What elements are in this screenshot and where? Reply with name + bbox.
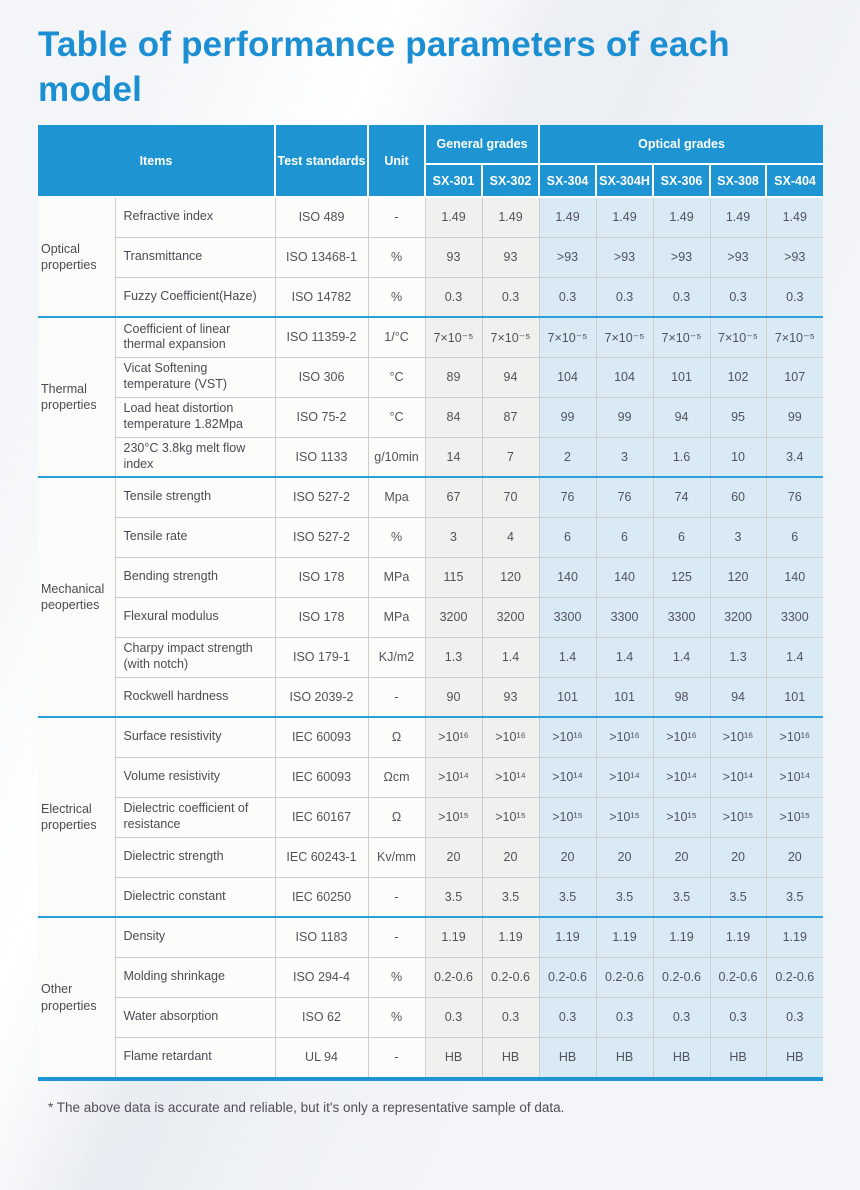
section-label: Electrical properties	[38, 717, 115, 917]
value-cell: >10¹⁵	[596, 797, 653, 837]
value-cell: 7×10⁻⁵	[539, 317, 596, 357]
value-cell: >10¹⁶	[766, 717, 823, 757]
value-cell: 98	[653, 677, 710, 717]
value-cell: 0.3	[596, 997, 653, 1037]
standard-cell: ISO 306	[275, 357, 368, 397]
value-cell: 20	[596, 837, 653, 877]
standard-cell: IEC 60093	[275, 717, 368, 757]
value-cell: 74	[653, 477, 710, 517]
item-cell: Refractive index	[115, 197, 275, 237]
value-cell: 6	[539, 517, 596, 557]
value-cell: 10	[710, 437, 766, 477]
standard-cell: ISO 527-2	[275, 477, 368, 517]
value-cell: 120	[710, 557, 766, 597]
value-cell: 1.4	[539, 637, 596, 677]
table-body	[38, 197, 823, 1077]
standard-cell: IEC 60243-1	[275, 837, 368, 877]
standard-cell: ISO 178	[275, 597, 368, 637]
standard-cell: IEC 60250	[275, 877, 368, 917]
table-row	[38, 837, 823, 877]
unit-cell: -	[368, 917, 425, 957]
item-cell: Molding shrinkage	[115, 957, 275, 997]
value-cell: 0.3	[482, 277, 539, 317]
value-cell: 3	[425, 517, 482, 557]
standard-cell: ISO 178	[275, 557, 368, 597]
unit-cell: %	[368, 237, 425, 277]
header-general-grades: General grades	[425, 125, 539, 164]
value-cell: >10¹⁴	[710, 757, 766, 797]
value-cell: >10¹⁶	[710, 717, 766, 757]
value-cell: 0.2-0.6	[710, 957, 766, 997]
value-cell: >93	[710, 237, 766, 277]
item-cell: Surface resistivity	[115, 717, 275, 757]
value-cell: >10¹⁴	[425, 757, 482, 797]
value-cell: 7×10⁻⁵	[710, 317, 766, 357]
unit-cell: -	[368, 677, 425, 717]
performance-table	[38, 125, 823, 1077]
value-cell: 20	[766, 837, 823, 877]
value-cell: 94	[653, 397, 710, 437]
value-cell: 1.49	[596, 197, 653, 237]
performance-table-container	[38, 125, 823, 1081]
value-cell: HB	[596, 1037, 653, 1077]
value-cell: 3	[596, 437, 653, 477]
section-label: Mechanical peoperties	[38, 477, 115, 717]
item-cell: 230°C 3.8kg melt flow index	[115, 437, 275, 477]
value-cell: >10¹⁴	[482, 757, 539, 797]
value-cell: 1.3	[710, 637, 766, 677]
table-row	[38, 477, 823, 517]
value-cell: 60	[710, 477, 766, 517]
value-cell: 1.49	[539, 197, 596, 237]
header-unit: Unit	[368, 125, 425, 197]
value-cell: 101	[596, 677, 653, 717]
value-cell: 3200	[482, 597, 539, 637]
table-row	[38, 717, 823, 757]
value-cell: >10¹⁴	[596, 757, 653, 797]
model-header-sx-302: SX-302	[482, 164, 539, 197]
item-cell: Volume resistivity	[115, 757, 275, 797]
table-header	[38, 125, 823, 197]
unit-cell: %	[368, 277, 425, 317]
value-cell: 76	[596, 477, 653, 517]
table-row	[38, 957, 823, 997]
value-cell: 90	[425, 677, 482, 717]
item-cell: Load heat distortion temperature 1.82Mpa	[115, 397, 275, 437]
item-cell: Dielectric strength	[115, 837, 275, 877]
value-cell: 20	[425, 837, 482, 877]
value-cell: 76	[539, 477, 596, 517]
section-label: Optical properties	[38, 197, 115, 317]
standard-cell: ISO 11359-2	[275, 317, 368, 357]
value-cell: >10¹⁵	[653, 797, 710, 837]
value-cell: 0.2-0.6	[482, 957, 539, 997]
value-cell: 1.19	[710, 917, 766, 957]
value-cell: >10¹⁴	[653, 757, 710, 797]
item-cell: Tensile strength	[115, 477, 275, 517]
value-cell: 0.2-0.6	[596, 957, 653, 997]
value-cell: 99	[596, 397, 653, 437]
model-header-sx-301: SX-301	[425, 164, 482, 197]
model-header-sx-308: SX-308	[710, 164, 766, 197]
table-row	[38, 917, 823, 957]
value-cell: 20	[539, 837, 596, 877]
value-cell: 0.3	[482, 997, 539, 1037]
value-cell: 7×10⁻⁵	[425, 317, 482, 357]
value-cell: HB	[539, 1037, 596, 1077]
value-cell: >93	[539, 237, 596, 277]
value-cell: >93	[766, 237, 823, 277]
value-cell: 89	[425, 357, 482, 397]
value-cell: 3300	[539, 597, 596, 637]
value-cell: 115	[425, 557, 482, 597]
value-cell: 3	[710, 517, 766, 557]
table-row	[38, 397, 823, 437]
value-cell: 99	[539, 397, 596, 437]
section-label: Thermal properties	[38, 317, 115, 477]
value-cell: >10¹⁵	[539, 797, 596, 837]
value-cell: 1.49	[653, 197, 710, 237]
value-cell: 93	[425, 237, 482, 277]
value-cell: 3.5	[710, 877, 766, 917]
page-title: Table of performance parameters of each model	[38, 25, 730, 109]
value-cell: 1.6	[653, 437, 710, 477]
value-cell: HB	[482, 1037, 539, 1077]
value-cell: 6	[766, 517, 823, 557]
value-cell: >10¹⁵	[482, 797, 539, 837]
header-items: Items	[38, 125, 275, 197]
value-cell: HB	[766, 1037, 823, 1077]
value-cell: >93	[596, 237, 653, 277]
value-cell: >10¹⁴	[539, 757, 596, 797]
unit-cell: -	[368, 1037, 425, 1077]
unit-cell: -	[368, 877, 425, 917]
unit-cell: g/10min	[368, 437, 425, 477]
table-row	[38, 1037, 823, 1077]
value-cell: 1.49	[710, 197, 766, 237]
value-cell: 0.3	[766, 997, 823, 1037]
model-header-sx-304h: SX-304H	[596, 164, 653, 197]
value-cell: 93	[482, 237, 539, 277]
value-cell: 0.3	[425, 997, 482, 1037]
value-cell: 125	[653, 557, 710, 597]
item-cell: Water absorption	[115, 997, 275, 1037]
standard-cell: ISO 1183	[275, 917, 368, 957]
value-cell: 1.19	[653, 917, 710, 957]
value-cell: 1.19	[425, 917, 482, 957]
item-cell: Tensile rate	[115, 517, 275, 557]
item-cell: Coefficient of linear thermal expansion	[115, 317, 275, 357]
unit-cell: %	[368, 997, 425, 1037]
value-cell: 1.19	[766, 917, 823, 957]
value-cell: HB	[653, 1037, 710, 1077]
value-cell: 87	[482, 397, 539, 437]
value-cell: 0.3	[653, 997, 710, 1037]
value-cell: 107	[766, 357, 823, 397]
value-cell: >93	[653, 237, 710, 277]
table-row	[38, 237, 823, 277]
footnote: * The above data is accurate and reliable, but it's only a representative sample of data.	[48, 1100, 565, 1115]
value-cell: 1.4	[766, 637, 823, 677]
value-cell: >10¹⁴	[766, 757, 823, 797]
unit-cell: Ω	[368, 797, 425, 837]
table-row	[38, 437, 823, 477]
standard-cell: ISO 294-4	[275, 957, 368, 997]
value-cell: 7	[482, 437, 539, 477]
value-cell: 76	[766, 477, 823, 517]
standard-cell: ISO 75-2	[275, 397, 368, 437]
value-cell: 140	[596, 557, 653, 597]
value-cell: 3300	[596, 597, 653, 637]
standard-cell: ISO 179-1	[275, 637, 368, 677]
value-cell: 0.3	[539, 277, 596, 317]
table-row	[38, 757, 823, 797]
value-cell: 3.5	[766, 877, 823, 917]
value-cell: 1.3	[425, 637, 482, 677]
value-cell: 95	[710, 397, 766, 437]
value-cell: 7×10⁻⁵	[653, 317, 710, 357]
value-cell: 3.5	[482, 877, 539, 917]
value-cell: 102	[710, 357, 766, 397]
value-cell: >10¹⁵	[425, 797, 482, 837]
standard-cell: ISO 13468-1	[275, 237, 368, 277]
value-cell: >10¹⁶	[482, 717, 539, 757]
value-cell: 67	[425, 477, 482, 517]
unit-cell: MPa	[368, 597, 425, 637]
standard-cell: UL 94	[275, 1037, 368, 1077]
item-cell: Fuzzy Coefficient(Haze)	[115, 277, 275, 317]
item-cell: Transmittance	[115, 237, 275, 277]
table-row	[38, 597, 823, 637]
table-row	[38, 637, 823, 677]
value-cell: 0.3	[710, 277, 766, 317]
table-row	[38, 357, 823, 397]
value-cell: 3.5	[425, 877, 482, 917]
unit-cell: -	[368, 197, 425, 237]
standard-cell: ISO 14782	[275, 277, 368, 317]
value-cell: 3200	[425, 597, 482, 637]
item-cell: Charpy impact strength (with notch)	[115, 637, 275, 677]
value-cell: 7×10⁻⁵	[596, 317, 653, 357]
value-cell: >10¹⁶	[653, 717, 710, 757]
value-cell: >10¹⁵	[710, 797, 766, 837]
standard-cell: ISO 62	[275, 997, 368, 1037]
item-cell: Flame retardant	[115, 1037, 275, 1077]
value-cell: 101	[653, 357, 710, 397]
value-cell: 3200	[710, 597, 766, 637]
value-cell: 0.2-0.6	[653, 957, 710, 997]
model-header-sx-304: SX-304	[539, 164, 596, 197]
value-cell: 0.3	[539, 997, 596, 1037]
unit-cell: KJ/m2	[368, 637, 425, 677]
value-cell: 120	[482, 557, 539, 597]
value-cell: 3.5	[653, 877, 710, 917]
value-cell: 70	[482, 477, 539, 517]
value-cell: 6	[596, 517, 653, 557]
table-row	[38, 797, 823, 837]
item-cell: Density	[115, 917, 275, 957]
item-cell: Vicat Softening temperature (VST)	[115, 357, 275, 397]
standard-cell: IEC 60167	[275, 797, 368, 837]
standard-cell: ISO 489	[275, 197, 368, 237]
standard-cell: IEC 60093	[275, 757, 368, 797]
value-cell: 0.3	[653, 277, 710, 317]
value-cell: 0.3	[710, 997, 766, 1037]
header-optical-grades: Optical grades	[539, 125, 823, 164]
value-cell: 20	[653, 837, 710, 877]
value-cell: >10¹⁶	[539, 717, 596, 757]
unit-cell: MPa	[368, 557, 425, 597]
value-cell: 1.49	[425, 197, 482, 237]
value-cell: 3.5	[539, 877, 596, 917]
table-row	[38, 517, 823, 557]
item-cell: Flexural modulus	[115, 597, 275, 637]
unit-cell: %	[368, 957, 425, 997]
item-cell: Dielectric coefficient of resistance	[115, 797, 275, 837]
value-cell: 0.3	[766, 277, 823, 317]
standard-cell: ISO 527-2	[275, 517, 368, 557]
value-cell: 6	[653, 517, 710, 557]
section-label: Other properties	[38, 917, 115, 1077]
value-cell: 1.49	[482, 197, 539, 237]
table-row	[38, 997, 823, 1037]
value-cell: 0.3	[425, 277, 482, 317]
value-cell: 3300	[653, 597, 710, 637]
value-cell: HB	[710, 1037, 766, 1077]
unit-cell: Mpa	[368, 477, 425, 517]
item-cell: Rockwell hardness	[115, 677, 275, 717]
unit-cell: °C	[368, 397, 425, 437]
value-cell: 7×10⁻⁵	[482, 317, 539, 357]
unit-cell: %	[368, 517, 425, 557]
value-cell: 2	[539, 437, 596, 477]
unit-cell: 1/°C	[368, 317, 425, 357]
table-row	[38, 317, 823, 357]
model-header-sx-306: SX-306	[653, 164, 710, 197]
item-cell: Dielectric constant	[115, 877, 275, 917]
value-cell: 1.4	[653, 637, 710, 677]
value-cell: 3.5	[596, 877, 653, 917]
standard-cell: ISO 2039-2	[275, 677, 368, 717]
header-test-standards: Test standards	[275, 125, 368, 197]
table-row	[38, 557, 823, 597]
value-cell: 140	[766, 557, 823, 597]
table-row	[38, 677, 823, 717]
value-cell: 140	[539, 557, 596, 597]
value-cell: 0.2-0.6	[766, 957, 823, 997]
standard-cell: ISO 1133	[275, 437, 368, 477]
value-cell: 1.4	[596, 637, 653, 677]
value-cell: >10¹⁶	[596, 717, 653, 757]
value-cell: 1.19	[482, 917, 539, 957]
value-cell: 0.2-0.6	[539, 957, 596, 997]
table-row	[38, 197, 823, 237]
value-cell: 3300	[766, 597, 823, 637]
value-cell: 20	[482, 837, 539, 877]
value-cell: 0.3	[596, 277, 653, 317]
unit-cell: Ω	[368, 717, 425, 757]
value-cell: 84	[425, 397, 482, 437]
value-cell: 7×10⁻⁵	[766, 317, 823, 357]
model-header-sx-404: SX-404	[766, 164, 823, 197]
value-cell: HB	[425, 1037, 482, 1077]
value-cell: >10¹⁵	[766, 797, 823, 837]
table-row	[38, 877, 823, 917]
value-cell: 94	[482, 357, 539, 397]
value-cell: 1.19	[596, 917, 653, 957]
value-cell: 101	[766, 677, 823, 717]
value-cell: 104	[539, 357, 596, 397]
value-cell: 94	[710, 677, 766, 717]
value-cell: 93	[482, 677, 539, 717]
value-cell: >10¹⁶	[425, 717, 482, 757]
value-cell: 1.19	[539, 917, 596, 957]
value-cell: 14	[425, 437, 482, 477]
unit-cell: Kv/mm	[368, 837, 425, 877]
unit-cell: °C	[368, 357, 425, 397]
value-cell: 4	[482, 517, 539, 557]
value-cell: 3.4	[766, 437, 823, 477]
unit-cell: Ωcm	[368, 757, 425, 797]
value-cell: 104	[596, 357, 653, 397]
table-row	[38, 277, 823, 317]
value-cell: 0.2-0.6	[425, 957, 482, 997]
value-cell: 1.4	[482, 637, 539, 677]
value-cell: 101	[539, 677, 596, 717]
value-cell: 20	[710, 837, 766, 877]
item-cell: Bending strength	[115, 557, 275, 597]
value-cell: 1.49	[766, 197, 823, 237]
value-cell: 99	[766, 397, 823, 437]
